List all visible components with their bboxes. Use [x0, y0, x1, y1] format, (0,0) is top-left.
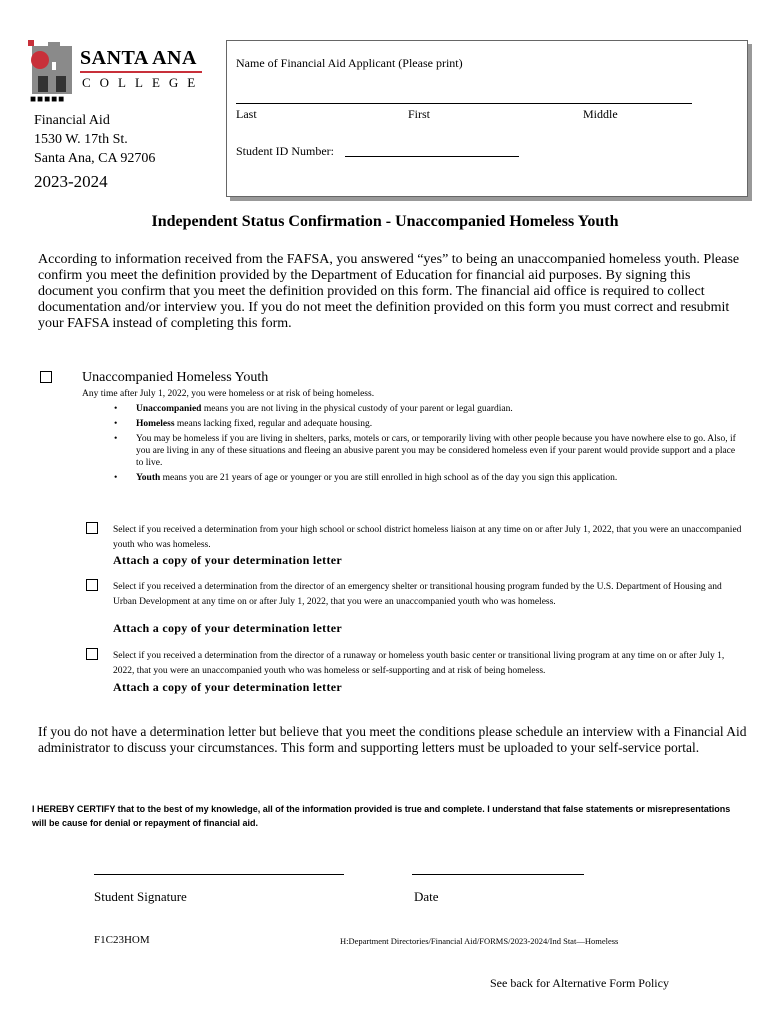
form-title: Independent Status Confirmation - Unaccompanied Homeless Youth: [151, 213, 619, 230]
student-id-field[interactable]: [345, 156, 519, 157]
applicant-name-field[interactable]: [236, 103, 692, 104]
address-line-2: Santa Ana, CA 92706: [34, 151, 156, 166]
option-liaison-checkbox[interactable]: [86, 522, 98, 534]
college-logo: [28, 40, 76, 100]
option-shelter-checkbox[interactable]: [86, 579, 98, 591]
middle-name-label: Middle: [583, 107, 618, 121]
section-title: Unaccompanied Homeless Youth: [82, 370, 269, 385]
list-item: • Youth means you are 21 years of age or younger or you are still enrolled in high school as of the day you sign this application.: [110, 472, 740, 484]
attach-letter-note: Attach a copy of your determination letter: [113, 553, 342, 567]
file-path: H:Department Directories/Financial Aid/FORMS/2023-2024/Ind Stat—Homeless: [340, 936, 619, 946]
list-item: • Unaccompanied means you are not living in the physical custody of your parent or legal guardian.: [110, 403, 740, 415]
student-signature-field[interactable]: [94, 874, 344, 875]
option-shelter-text: Select if you received a determination from the director of an emergency shelter or transitional housing program funded by the U.S. Department of Housing and Urban Development at any time on or after July 1, 2022, that you were an unaccompanied youth who was homeless.: [113, 582, 722, 607]
student-id-label: Student ID Number:: [236, 144, 334, 158]
certification-statement: I HEREBY CERTIFY that to the best of my knowledge, all of the information provided is true and complete. I understand that false statements or misrepresentations will be cause for denial or repayment of financial aid.: [32, 804, 731, 828]
applicant-name-label: Name of Financial Aid Applicant (Please print): [236, 56, 463, 70]
last-name-label: Last: [236, 107, 257, 121]
form-code: F1C23HOM: [94, 934, 150, 946]
definition-list: [110, 403, 740, 487]
see-back-note: See back for Alternative Form Policy: [490, 976, 669, 990]
department-name: Financial Aid: [34, 113, 110, 128]
brand-name: SANTA ANA: [80, 47, 197, 69]
list-item: • Homeless means lacking fixed, regular and adequate housing.: [110, 418, 740, 430]
homeless-youth-checkbox[interactable]: [40, 371, 52, 383]
first-name-label: First: [408, 107, 431, 121]
address-line-1: 1530 W. 17th St.: [34, 132, 128, 147]
address-block: [34, 111, 155, 168]
attach-letter-note: Attach a copy of your determination letter: [113, 680, 342, 694]
brand-subname: COLLEGE: [82, 75, 205, 90]
date-label: Date: [414, 889, 439, 904]
list-item: • You may be homeless if you are living in shelters, parks, motels or cars, or temporarily living with other people because you have nowhere else to go. Also, if you are living in any of these situations and fleeing an abusive parent you may be considered homeless even if your parent would provide support and a place to live.: [110, 433, 740, 469]
section-subtitle: Any time after July 1, 2022, you were homeless or at risk of being homeless.: [82, 389, 375, 399]
interview-paragraph: If you do not have a determination letter but believe that you meet the conditions please schedule an interview with a Financial Aid administrator to discuss your circumstances. This form and supporting letters must be uploaded to your self-service portal.: [38, 724, 747, 755]
intro-paragraph: According to information received from the FAFSA, you answered “yes” to being an unaccompanied homeless youth. Please confirm you meet the definition provided by the Department of Education for financial aid purposes. By signing this document you confirm that you meet the definition provided on this form. The financial aid office is required to collect documentation and/or interview you. If you do not meet the definition provided on this form you must correct and resubmit your FAFSA instead of completing this form.: [38, 252, 740, 331]
logo-dots: ■■■■■: [30, 94, 66, 105]
date-field[interactable]: [412, 874, 584, 875]
option-liaison-text: Select if you received a determination from your high school or school district homeless liaison at any time on or after July 1, 2022, that you were an unaccompanied youth who was homeless.: [113, 525, 742, 550]
attach-letter-note: Attach a copy of your determination letter: [113, 621, 342, 635]
student-signature-label: Student Signature: [94, 889, 187, 904]
brand-divider: [80, 71, 202, 73]
option-runaway-text: Select if you received a determination from the director of a runaway or homeless youth basic center or transitional living program at any time on or after July 1, 2022, that you were an unaccompanied youth who was homeless or self-supporting and at risk of being homeless.: [113, 651, 725, 676]
option-runaway-checkbox[interactable]: [86, 648, 98, 660]
award-year: 2023-2024: [34, 172, 108, 191]
